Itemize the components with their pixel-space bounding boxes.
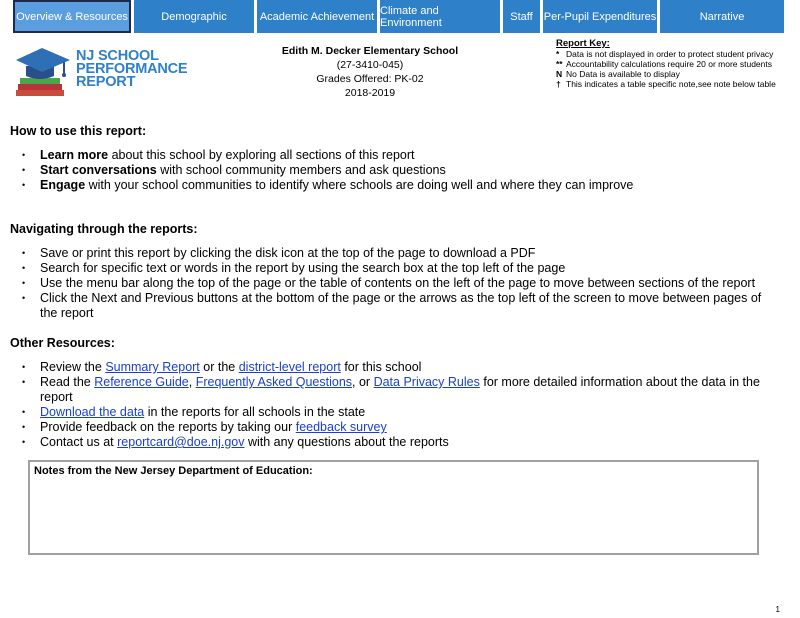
tab-climate-environment[interactable]: Climate and Environment — [380, 0, 500, 33]
list-item: • Save or print this report by clicking the disk icon at the top of the page to download a PDF — [10, 246, 780, 261]
list-item: • Use the menu bar along the top of the page or the table of contents on the left of the page to move between sections of the report — [10, 276, 780, 291]
list-item: • Start conversations with school community members and ask questions — [10, 163, 780, 178]
tab-per-pupil-expenditures[interactable]: Per-Pupil Expenditures — [543, 0, 657, 33]
list-item: • Contact us at reportcard@doe.nj.gov with any questions about the reports — [10, 435, 780, 450]
graduation-cap-books-icon — [14, 40, 76, 100]
report-key-item: N No Data is available to display — [556, 69, 680, 79]
logo-wordmark — [76, 50, 187, 89]
notes-title: Notes from the New Jersey Department of Education: — [34, 465, 313, 477]
page-number: 1 — [775, 605, 780, 614]
list-item: • Learn more about this school by exploring all sections of this report — [10, 148, 780, 163]
logo-line-2: PERFORMANCE — [76, 61, 188, 77]
list-item: • Search for specific text or words in the report by using the search box at the top left of the page — [10, 261, 780, 276]
list-item: • Read the Reference Guide, Frequently Asked Questions, or Data Privacy Rules for more detailed information about the data in the report — [10, 375, 780, 405]
how-to-use-heading: How to use this report: — [10, 124, 147, 138]
reference-guide-link[interactable]: Reference Guide — [94, 375, 189, 389]
tab-demographic[interactable]: Demographic — [134, 0, 254, 33]
section-nav — [13, 0, 800, 35]
navigating-heading: Navigating through the reports: — [10, 222, 198, 236]
report-key-item: ** Accountability calculations require 20 or more students — [556, 59, 772, 69]
navigating-list — [10, 246, 780, 321]
report-key-item: † This indicates a table specific note,see note below table — [556, 79, 776, 89]
contact-email-link[interactable]: reportcard@doe.nj.gov — [117, 435, 245, 449]
tab-staff[interactable]: Staff — [503, 0, 540, 33]
report-key-item: * Data is not displayed in order to protect student privacy — [556, 49, 774, 59]
how-to-use-list — [10, 148, 780, 193]
list-item: • Engage with your school communities to identify where schools are doing well and where they can improve — [10, 178, 780, 193]
list-item: • Download the data in the reports for all schools in the state — [10, 405, 780, 420]
school-year: 2018-2019 — [344, 87, 396, 99]
list-item: • Provide feedback on the reports by taking our feedback survey — [10, 420, 780, 435]
other-resources-heading: Other Resources: — [10, 336, 115, 350]
report-key-title: Report Key: — [556, 38, 610, 49]
notes-box — [28, 460, 759, 555]
report-key — [556, 39, 796, 89]
nj-school-performance-logo — [14, 40, 188, 100]
school-name: Edith M. Decker Elementary School — [281, 45, 459, 57]
feedback-survey-link[interactable]: feedback survey — [295, 420, 387, 434]
tab-overview-resources[interactable]: Overview & Resources — [13, 0, 131, 33]
other-resources-section — [10, 336, 780, 450]
data-privacy-rules-link[interactable]: Data Privacy Rules — [373, 375, 480, 389]
logo-line-1: NJ SCHOOL — [76, 48, 159, 64]
tab-academic-achievement[interactable]: Academic Achievement — [257, 0, 377, 33]
school-code: (27-3410-045) — [336, 59, 404, 71]
school-info — [250, 44, 490, 100]
logo-line-3: REPORT — [76, 74, 136, 90]
summary-report-link[interactable]: Summary Report — [105, 360, 200, 374]
tab-narrative[interactable]: Narrative — [660, 0, 784, 33]
download-data-link[interactable]: Download the data — [40, 405, 145, 419]
faq-link[interactable]: Frequently Asked Questions — [195, 375, 353, 389]
how-to-use-section — [10, 124, 780, 193]
navigating-section — [10, 222, 780, 321]
other-resources-list — [10, 360, 780, 450]
list-item: • Review the Summary Report or the district-level report for this school — [10, 360, 780, 375]
list-item: • Click the Next and Previous buttons at the bottom of the page or the arrows as the top left of the screen to move between pages of the report — [10, 291, 780, 321]
grades-offered: Grades Offered: PK-02 — [316, 73, 424, 85]
district-level-report-link[interactable]: district-level report — [238, 360, 341, 374]
